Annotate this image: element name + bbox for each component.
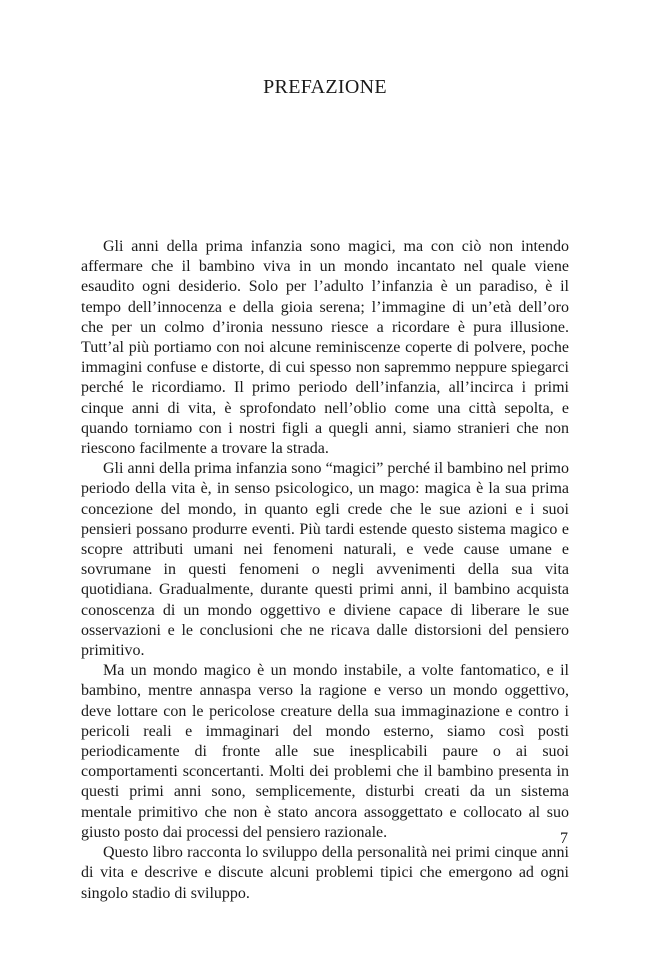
paragraph: Gli anni della prima infanzia sono “magici” perché il bambino nel primo periodo della vita è, in senso psicologico, un mago: magica è la sua prima concezione del mondo, in quanto egli crede che le sue azioni e i suoi pensieri possano produrre eventi. Più tardi estende questo sistema magico e scopre attributi umani nei fenomeni naturali, e vede cause umane e sovrumane in questi fenomeni o negli avvenimenti della sua vita quotidiana. Gradualmente, durante questi primi anni, il bambino acquista conoscenza di un mondo oggettivo e diviene capace di liberare le sue osservazioni e le conclusioni che ne ricava dalle distorsioni del pensiero primitivo. (81, 460, 569, 660)
body-text (81, 237, 569, 904)
paragraph: Gli anni della prima infanzia sono magici, ma con ciò non intendo affermare che il bambino viva in un mondo incantato nel quale viene esaudito ogni desiderio. Solo per l’adulto l’infanzia è un paradiso, è il tempo dell’innocenza e della gioia serena; l’immagine di un’età dell’oro che per un colmo d’ironia nessuno riesce a ricordare è pura illusione. Tutt’al più portiamo con noi alcune reminiscenze coperte di polvere, poche immagini confuse e distorte, di cui spesso non sapremmo neppure spiegarci perché le ricordiamo. Il primo periodo dell’infanzia, all’incirca i primi cinque anni di vita, è sprofondato nell’oblio come una città sepolta, e quando torniamo con i nostri figli a quegli anni, siamo stranieri che non riescono facilmente a trovare la strada. (81, 238, 569, 458)
paragraph: Questo libro racconta lo sviluppo della personalità nei primi cinque anni di vita e descrive e discute alcuni problemi tipici che emergono ad ogni singolo stadio di sviluppo. (81, 844, 569, 902)
page-number: 7 (560, 830, 568, 847)
paragraph: Ma un mondo magico è un mondo instabile, a volte fantomatico, e il bambino, mentre annaspa verso la ragione e verso un mondo oggettivo, deve lottare con le pericolose creature della sua immaginazione e contro i pericoli reali e immaginari del mondo esterno, siamo così posti periodicamente di fronte alle sue inesplicabili paure o ai suoi comportamenti sconcertanti. Molti dei problemi che il bambino presenta in questi primi anni sono, semplicemente, disturbi creati da un sistema mentale primitivo che non è stato ancora assoggettato e collocato al suo giusto posto dai processi del pensiero razionale. (81, 662, 569, 841)
page-title: PREFAZIONE (263, 76, 387, 98)
